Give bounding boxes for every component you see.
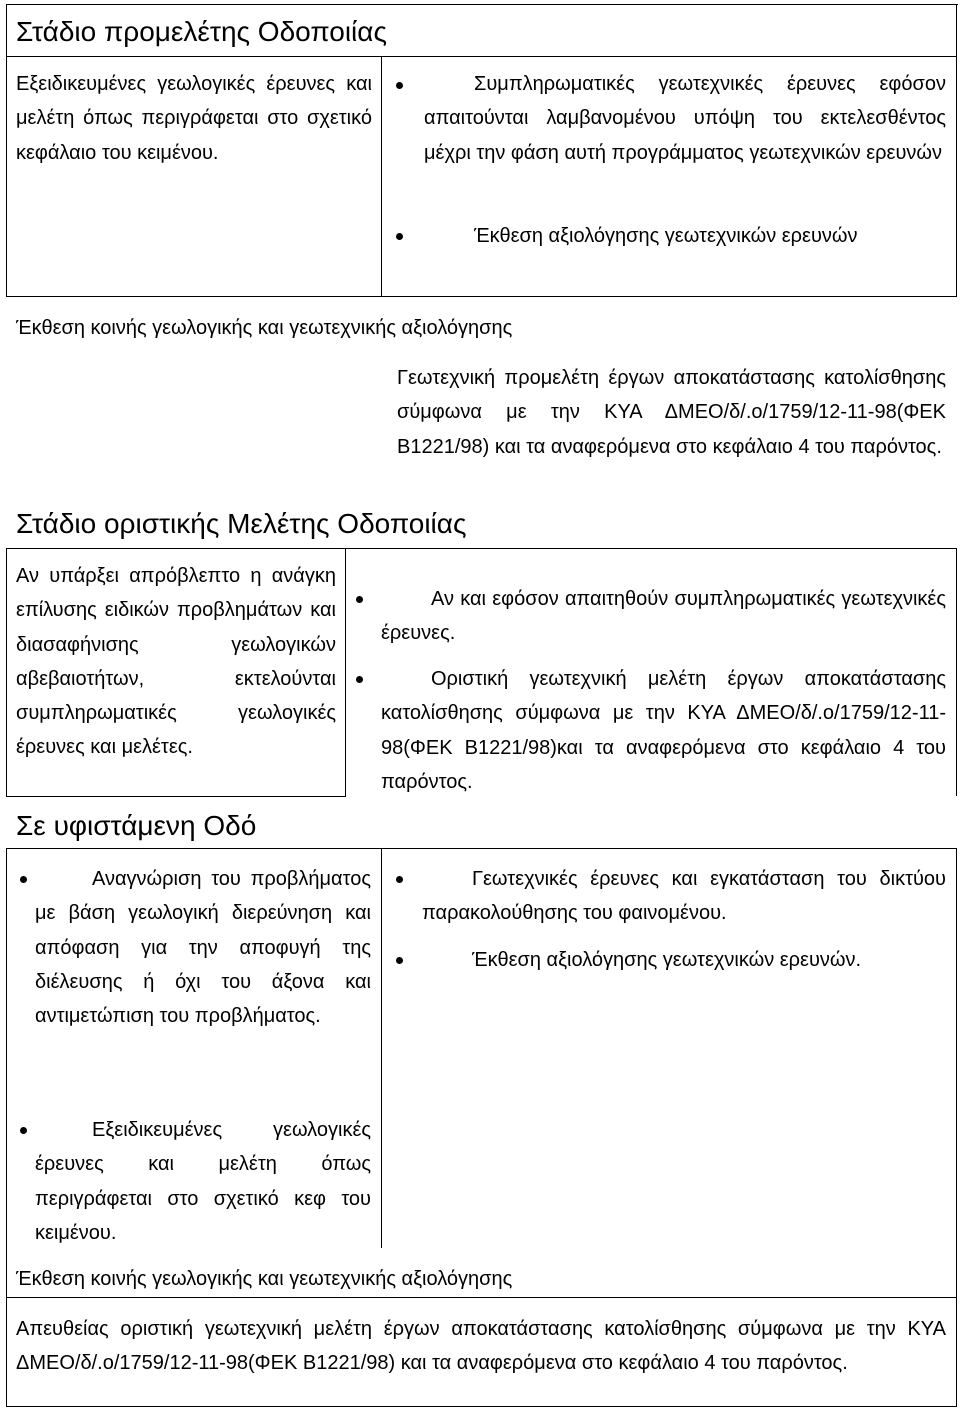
- divider-sec2-bottom: [6, 796, 346, 797]
- bullet-icon: [396, 957, 403, 964]
- bullet-icon: [396, 233, 403, 240]
- section-title-preliminary: Στάδιο προμελέτης Οδοποιίας: [16, 16, 387, 47]
- column-divider-2: [345, 548, 346, 796]
- sec1-right-bullet-1: Συμπληρωματικές γεωτεχνικές έρευνες εφόσον απαιτούνται λαμβανομένου υπόψη του εκτελεσθέντος μέχρι την φάση αυτή προγράμματος γεωτεχνικών ερευνών: [424, 73, 946, 164]
- sec3-bottom-text: Απευθείας οριστική γεωτεχνική μελέτη έργων αποκατάστασης κατολίσθησης σύμφωνα με την ΚΥΑ ΔΜΕΟ/δ/.ο/1759/12-11-98(ΦΕΚ Β1221/98) και τα αναφερόμενα στο κεφάλαιο 4 του παρόντος.: [16, 1318, 946, 1375]
- sec2-right-bullet-1: Αν και εφόσον απαιτηθούν συμπληρωματικές γεωτεχνικές έρευνες.: [381, 588, 946, 645]
- border-bottom: [6, 1406, 957, 1407]
- border-right-2: [956, 548, 957, 796]
- divider-title-1: [6, 56, 957, 57]
- sec3-report-title: Έκθεση κοινής γεωλογικής και γεωτεχνικής αξιολόγησης: [16, 1268, 513, 1290]
- column-divider-3: [381, 848, 382, 1248]
- bullet-icon: [20, 876, 27, 883]
- divider-sec2-top: [6, 548, 957, 549]
- sec1-right-bullet-2: Έκθεση αξιολόγησης γεωτεχνικών ερευνών: [474, 225, 858, 247]
- sec1-right-text: Γεωτεχνική προμελέτη έργων αποκατάστασης κατολίσθησης σύμφωνα με την ΚΥΑ ΔΜΕΟ/δ/.ο/1759/12-11-98(ΦΕΚ Β1221/98) και τα αναφερόμενα στο κεφάλαιο 4 του παρόντος.: [397, 367, 946, 458]
- border-right-1: [956, 4, 957, 296]
- section-title-final: Στάδιο οριστικής Μελέτης Οδοποιίας: [16, 508, 467, 539]
- border-left-3: [6, 848, 7, 1406]
- border-left-2: [6, 548, 7, 796]
- sec2-left-text: Αν υπάρξει απρόβλεπτο η ανάγκη επίλυσης ειδικών προβλημάτων και διασαφήνισης γεωλογικών αβεβαιοτήτων, εκτελούνται συμπληρωματικές γεωλογικές έρευνες και μελέτες.: [16, 565, 336, 759]
- divider-sec1-bottom: [6, 296, 957, 297]
- bullet-icon: [396, 82, 403, 89]
- bullet-icon: [356, 596, 363, 603]
- sec3-right-bullet-2: Έκθεση αξιολόγησης γεωτεχνικών ερευνών.: [472, 949, 862, 971]
- border-top: [6, 4, 958, 5]
- divider-sec3-top: [6, 848, 957, 849]
- bullet-icon: [396, 876, 403, 883]
- sec1-report-title: Έκθεση κοινής γεωλογικής και γεωτεχνικής αξιολόγησης: [16, 317, 513, 339]
- sec3-left-bullet-2: Εξειδικευμένες γεωλογικές έρευνες και μελέτη όπως περιγράφεται στο σχετικό κεφ του κειμένου.: [35, 1119, 371, 1244]
- sec3-left-bullet-1: Αναγνώριση του προβλήματος με βάση γεωλογική διερεύνηση και απόφαση για την αποφυγή της διέλευσης ή όχι του άξονα και αντιμετώπιση του προβλήματος.: [35, 868, 371, 1028]
- divider-sec3-report: [6, 1297, 957, 1298]
- column-divider-1: [381, 56, 382, 296]
- bullet-icon: [20, 1127, 27, 1134]
- border-right-3: [956, 848, 957, 1406]
- section-title-existing-road: Σε υφιστάμενη Οδό: [16, 810, 257, 841]
- sec2-right-bullet-2: Οριστική γεωτεχνική μελέτη έργων αποκατάστασης κατολίσθησης σύμφωνα με την ΚΥΑ ΔΜΕΟ/δ/.ο/1759/12-11-98(ΦΕΚ Β1221/98)και τα αναφερόμενα στο κεφάλαιο 4 του παρόντος.: [381, 668, 946, 793]
- border-left-1: [6, 4, 7, 296]
- sec1-left-text: Εξειδικευμένες γεωλογικές έρευνες και μελέτη όπως περιγράφεται στο σχετικό κεφάλαιο του κειμένου.: [16, 73, 372, 164]
- bullet-icon: [356, 676, 363, 683]
- sec3-right-bullet-1: Γεωτεχνικές έρευνες και εγκατάσταση του δικτύου παρακολούθησης του φαινομένου.: [422, 868, 946, 925]
